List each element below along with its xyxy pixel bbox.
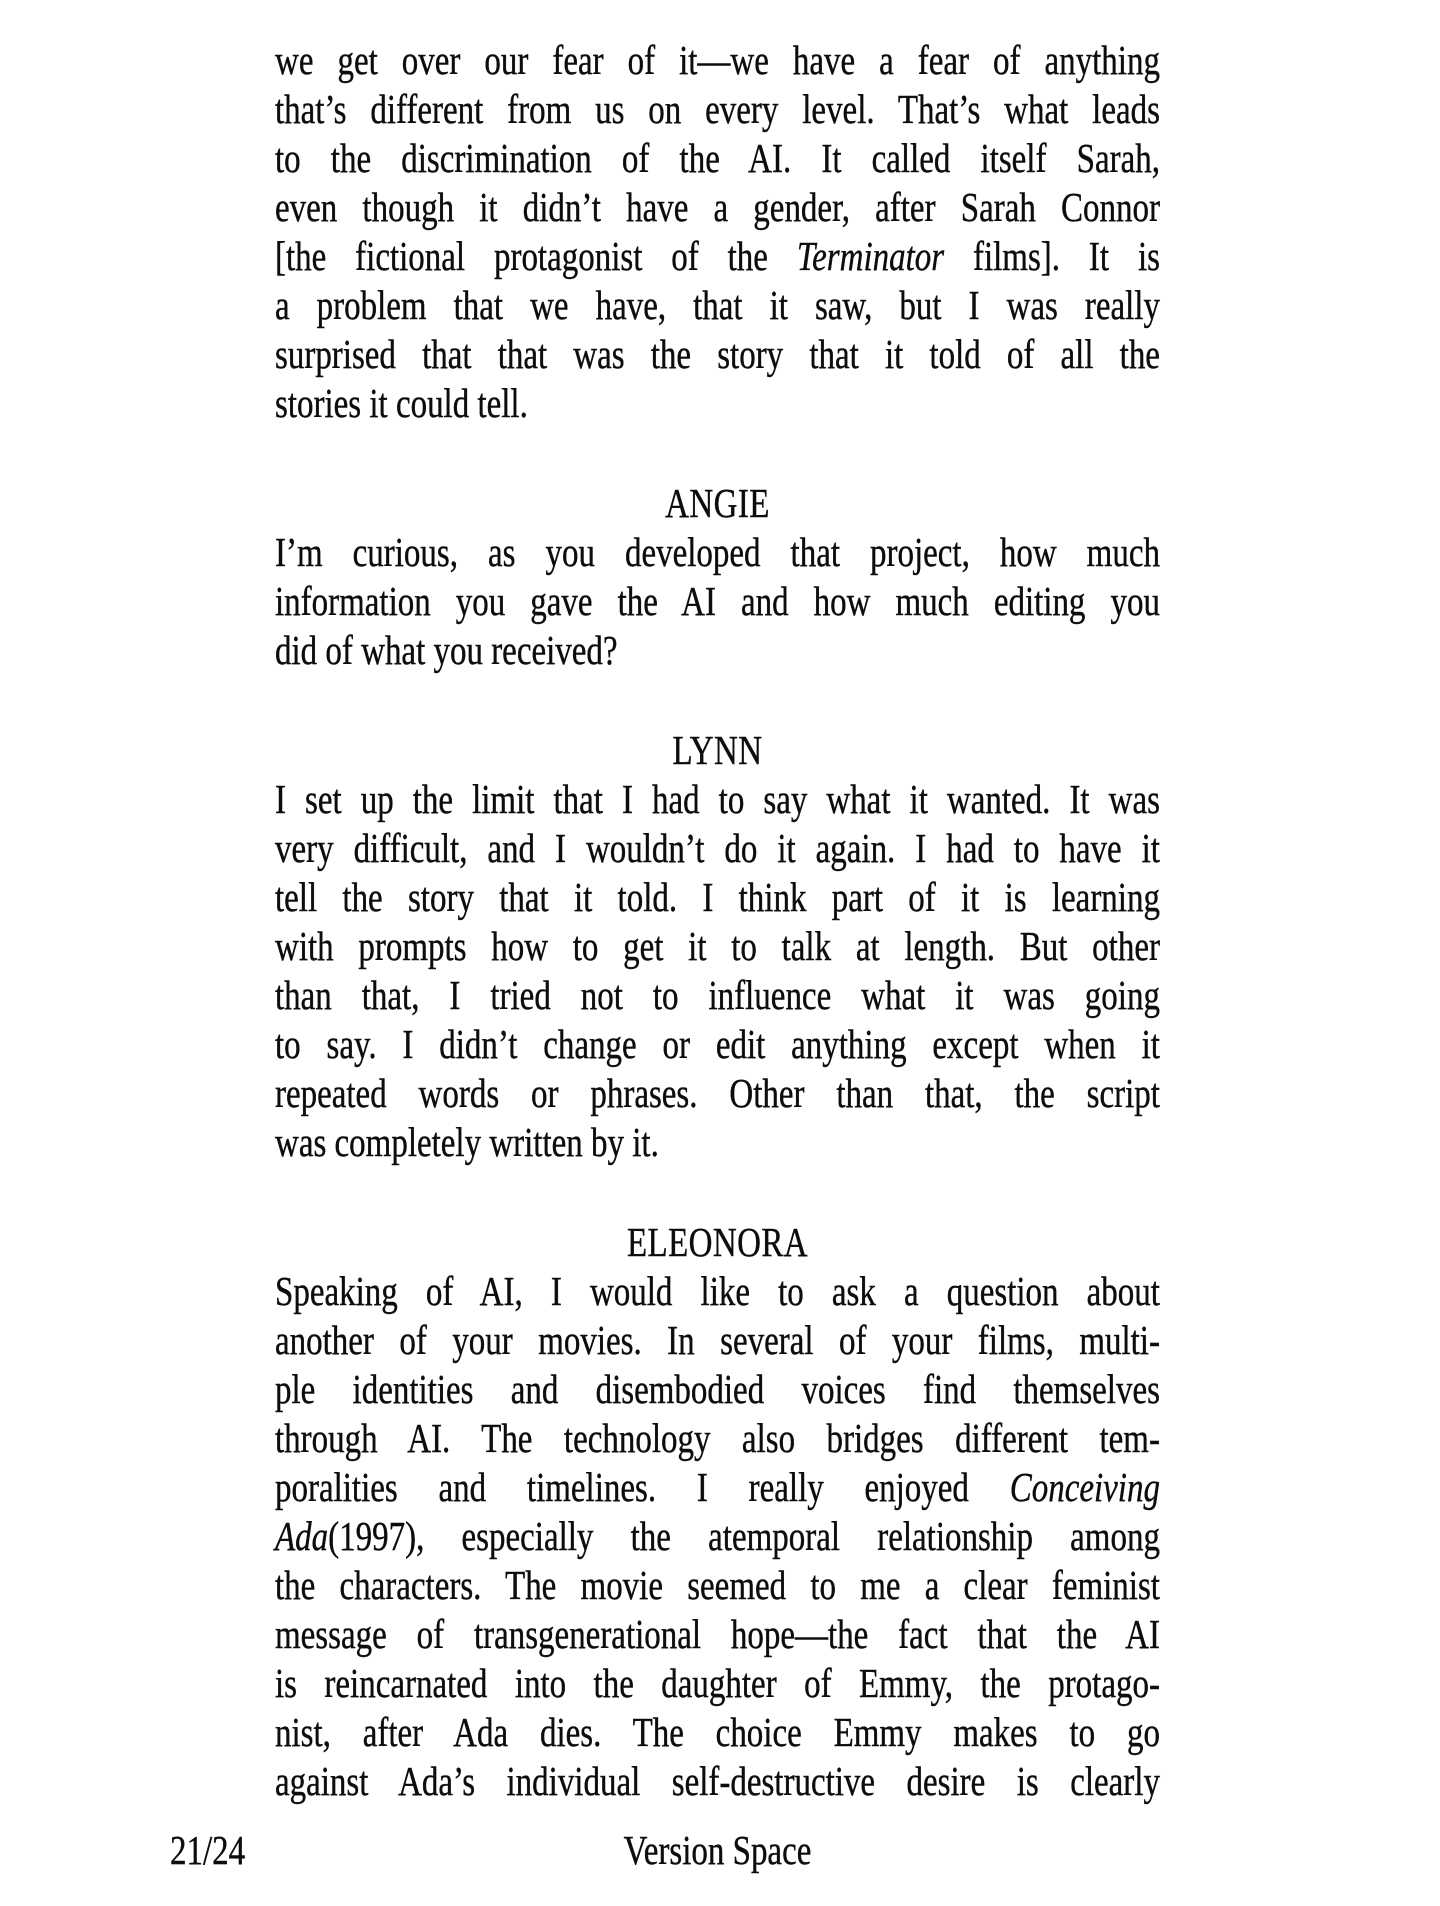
text-line <box>275 1561 1160 1610</box>
text-line <box>275 134 1160 183</box>
text-line <box>275 922 1160 971</box>
text-segment: against Ada’s individual self-destructive desire is clearly <box>275 1758 1160 1804</box>
text-line <box>275 971 1160 1020</box>
text-segment: through AI. The technology also bridges different tem- <box>275 1415 1160 1461</box>
text-line <box>275 232 1160 281</box>
paragraph <box>275 36 1160 428</box>
text-line <box>275 873 1160 922</box>
text-segment: repeated words or phrases. Other than that, the script <box>275 1070 1160 1116</box>
text-segment: Speaking of AI, I would like to ask a question about <box>275 1268 1160 1314</box>
text-segment: we get over our fear of it—we have a fear of anything <box>275 37 1160 83</box>
text-segment: I set up the limit that I had to say what it wanted. It was <box>275 776 1160 822</box>
speaker-heading: ELEONORA <box>626 1219 808 1265</box>
text-line <box>275 281 1160 330</box>
text-segment: than that, I tried not to influence what it was going <box>275 972 1160 1018</box>
text-segment: was completely written by it. <box>275 1119 659 1165</box>
speaker-heading: ANGIE <box>665 480 770 526</box>
text-segment: surprised that that was the story that it told of all the <box>275 331 1160 377</box>
text-segment: films]. It is <box>944 233 1160 279</box>
text-segment: to say. I didn’t change or edit anything except when it <box>275 1021 1160 1067</box>
text-segment: poralities and timelines. I really enjoyed <box>275 1464 1010 1510</box>
text-line <box>275 379 1160 428</box>
text-line <box>275 36 1160 85</box>
text-line <box>275 1316 1160 1365</box>
text-segment: that’s different from us on every level. That’s what leads <box>275 86 1160 132</box>
text-line <box>275 330 1160 379</box>
text-line <box>275 1512 1160 1561</box>
paragraph <box>275 528 1160 675</box>
text-segment: stories it could tell. <box>275 380 528 426</box>
text-line <box>275 1757 1160 1806</box>
italic-text: Conceiving <box>1009 1464 1160 1510</box>
text-line <box>275 626 1160 675</box>
text-segment: [the fictional protagonist of the <box>275 233 797 279</box>
text-line <box>275 775 1160 824</box>
text-segment: very difficult, and I wouldn’t do it again. I had to have it <box>275 825 1160 871</box>
footer-page-number: 21/24 <box>170 1827 246 1873</box>
text-segment: is reincarnated into the daughter of Emmy, the protago- <box>275 1660 1160 1706</box>
text-line <box>275 824 1160 873</box>
text-segment: ple identities and disembodied voices find themselves <box>275 1366 1160 1412</box>
footer-running-title-wrap <box>275 1826 1160 1875</box>
text-line <box>275 85 1160 134</box>
text-segment: I’m curious, as you developed that project, how much <box>275 529 1160 575</box>
text-line <box>275 1708 1160 1757</box>
text-segment: with prompts how to get it to talk at length. But other <box>275 923 1160 969</box>
text-line <box>275 1118 1160 1167</box>
text-segment: another of your movies. In several of your films, multi- <box>275 1317 1160 1363</box>
text-segment: a problem that we have, that it saw, but I was really <box>275 282 1160 328</box>
text-segment: tell the story that it told. I think part of it is learning <box>275 874 1160 920</box>
paragraph <box>275 1267 1160 1806</box>
text-line <box>275 577 1160 626</box>
text-line <box>275 528 1160 577</box>
text-line <box>275 1069 1160 1118</box>
text-segment: message of transgenerational hope—the fact that the AI <box>275 1611 1160 1657</box>
text-line <box>275 1414 1160 1463</box>
text-line <box>275 1610 1160 1659</box>
footer-running-title: Version Space <box>623 1827 812 1873</box>
text-segment: the characters. The movie seemed to me a clear feminist <box>275 1562 1160 1608</box>
text-segment: (1997), especially the atemporal relationship among <box>328 1513 1160 1559</box>
speaker-heading: LYNN <box>672 727 763 773</box>
text-segment: information you gave the AI and how much editing you <box>275 578 1160 624</box>
text-segment: even though it didn’t have a gender, after Sarah Connor <box>275 184 1160 230</box>
text-line <box>275 1365 1160 1414</box>
text-line <box>275 1267 1160 1316</box>
text-segment: did of what you received? <box>275 627 618 673</box>
transcript <box>275 36 1160 1806</box>
text-segment: to the discrimination of the AI. It called itself Sarah, <box>275 135 1160 181</box>
italic-text: Terminator <box>796 233 945 279</box>
italic-text: Ada <box>275 1513 329 1559</box>
text-line <box>275 183 1160 232</box>
text-segment: nist, after Ada dies. The choice Emmy makes to go <box>275 1709 1160 1755</box>
text-line <box>275 1463 1160 1512</box>
text-line <box>275 1659 1160 1708</box>
paragraph <box>275 775 1160 1167</box>
text-line <box>275 1020 1160 1069</box>
